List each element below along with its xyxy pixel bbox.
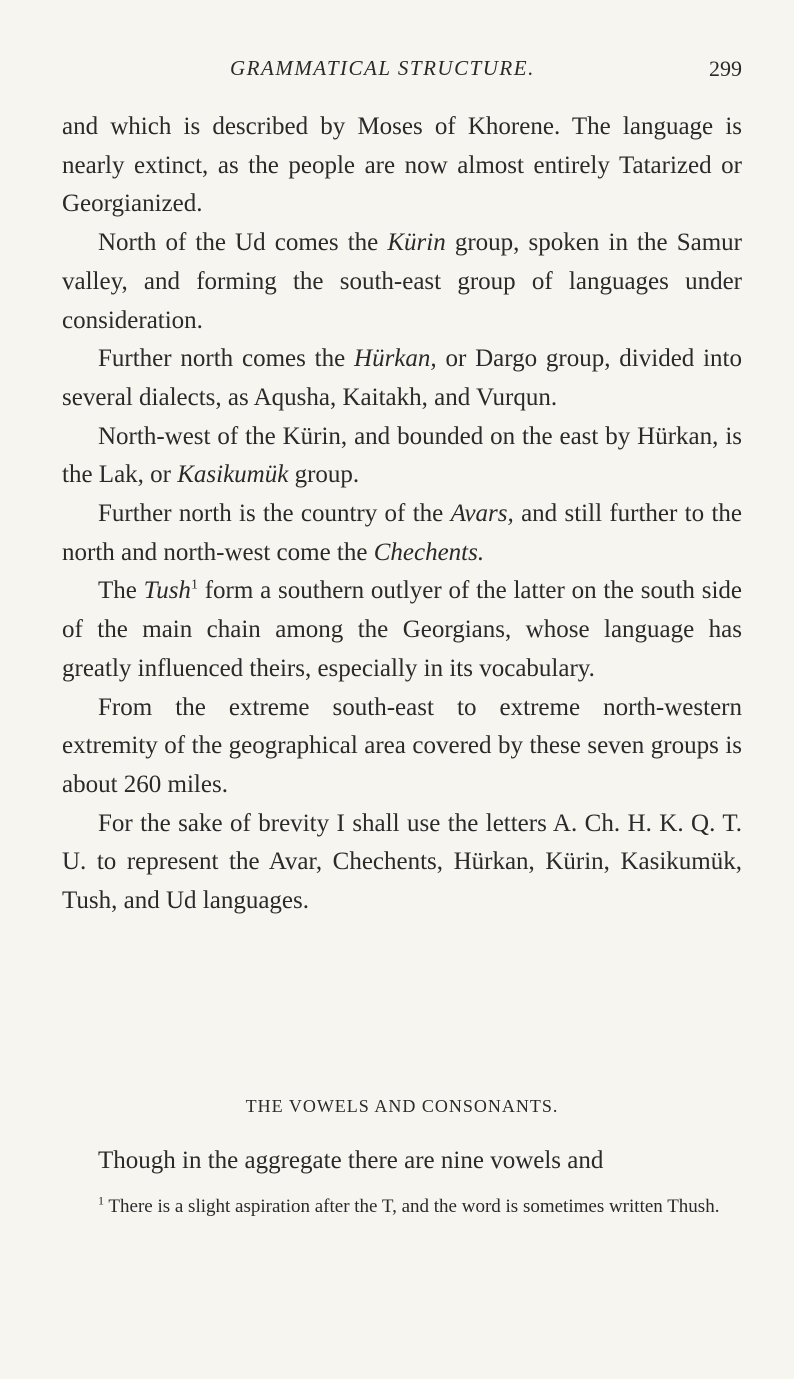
paragraph-9: Though in the aggregate there are nine vowels and [98,1147,604,1174]
section-heading: THE VOWELS AND CONSONANTS. [245,1096,559,1116]
paragraph-5: Further north is the country of the Avars, and still further to the north and north-west come the Chechents. [62,500,742,566]
page-number: 299 [709,56,742,81]
footnote-text: There is a slight aspiration after the T, and the word is sometimes written Thush. [104,1196,720,1217]
term-tush: Tush [143,577,191,605]
term-avars: Avars, [450,500,514,528]
body-text [62,108,742,921]
footnote-marker: 1 [98,1193,104,1208]
paragraph-6: The Tush$^1$ form a southern outlyer of the latter on the south side of the main chain among the Georgians, whose language has greatly influenced theirs, especially in its vocabulary. [62,577,743,682]
term-kurin: Kürin [387,229,446,257]
term-kasikumuk: Kasikumük [177,461,289,489]
footnote-reference: 1 [190,578,198,594]
paragraph-1: and which is described by Moses of Khorene. The language is nearly extinct, as the people are now almost entirely Tatarized or Georgianized. [62,113,742,218]
paragraph-4: North-west of the Kürin, and bounded on the east by Hürkan, is the Lak, or Kasikumük group. [62,422,742,489]
footnote [62,1192,742,1222]
paragraph-3: Further north comes the Hürkan, or Dargo group, divided into several dialects, as Aqusha, Kaitakh, and Vurqun. [62,345,742,411]
term-chechents: Chechents. [373,538,485,566]
paragraph-7: From the extreme south-east to extreme north-western extremity of the geographical area covered by these seven groups is about 260 miles. [62,693,742,798]
paragraph-8: For the sake of brevity I shall use the letters A. Ch. H. K. Q. T. U. to represent the Avar, Chechents, Hürkan, Kürin, Kasikumük, Tush, and Ud languages. [62,809,742,915]
book-page [62,0,742,1379]
term-hurkan: Hürkan, [354,345,437,373]
page-header [62,56,742,86]
paragraph-2: North of the Ud comes the Kürin group, spoken in the Samur valley, and forming the south-east group of languages under consideration. [62,229,742,334]
running-title: GRAMMATICAL STRUCTURE. [230,56,535,80]
